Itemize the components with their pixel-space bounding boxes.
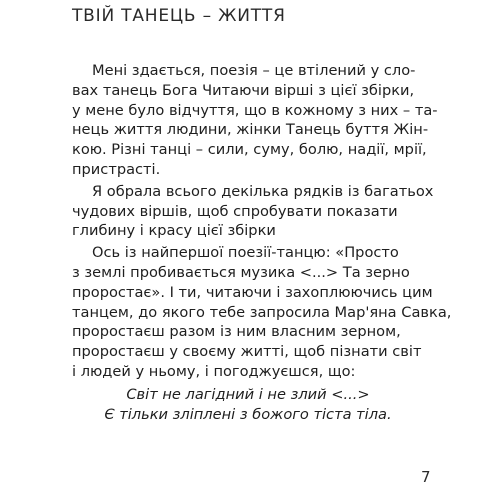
text-line: Ось із найпершої поезії-танцю: «Просто	[92, 244, 399, 262]
page-number: 7	[421, 468, 431, 486]
text-line: Я обрала всього декілька рядків із багатьох	[92, 182, 434, 200]
text-line: чудових віршів, щоб спробувати показати	[72, 202, 398, 220]
paragraph-2	[72, 182, 434, 241]
quote-line: Є тільки зліплені з божого тіста тіла.	[104, 406, 392, 423]
text-line: глибину і красу цієї збірки	[72, 222, 276, 240]
main-text	[72, 61, 452, 382]
quote-line: Світ не лагідний і не злий <...>	[126, 386, 370, 403]
text-line: проростаєш у своєму житті, щоб пізнати світ	[72, 343, 422, 361]
text-line: вах танець Бога Читаючи вірші з цієї збірки,	[72, 81, 415, 99]
text-line: і людей у ньому, і погоджуєшся, що:	[72, 362, 356, 380]
chapter-title: ТВІЙ ТАНЕЦЬ – ЖИТТЯ	[72, 6, 286, 26]
text-line: проростає». І ти, читаючи і захоплюючись цим	[72, 283, 433, 301]
poem-quote	[72, 385, 424, 425]
text-line: пристрасті.	[72, 160, 161, 178]
text-line: проростаєш разом із ним власним зерном,	[72, 323, 401, 341]
text-line: кою. Різні танці – сили, суму, болю, надії, мрії,	[72, 141, 427, 159]
text-line: танцем, до якого тебе запросила Мар'яна Савка,	[72, 303, 452, 321]
text-line: у мене було відчуття, що в кожному з них – та-	[72, 101, 438, 119]
paragraph-1	[72, 61, 438, 180]
text-line: Мені здається, поезія – це втілений у сло-	[92, 62, 416, 79]
paragraph-3	[72, 243, 452, 382]
text-line: нець життя людини, жінки Танець буття Жін-	[72, 121, 429, 139]
text-line: з землі пробивається музика <...> Та зерно	[72, 263, 410, 281]
